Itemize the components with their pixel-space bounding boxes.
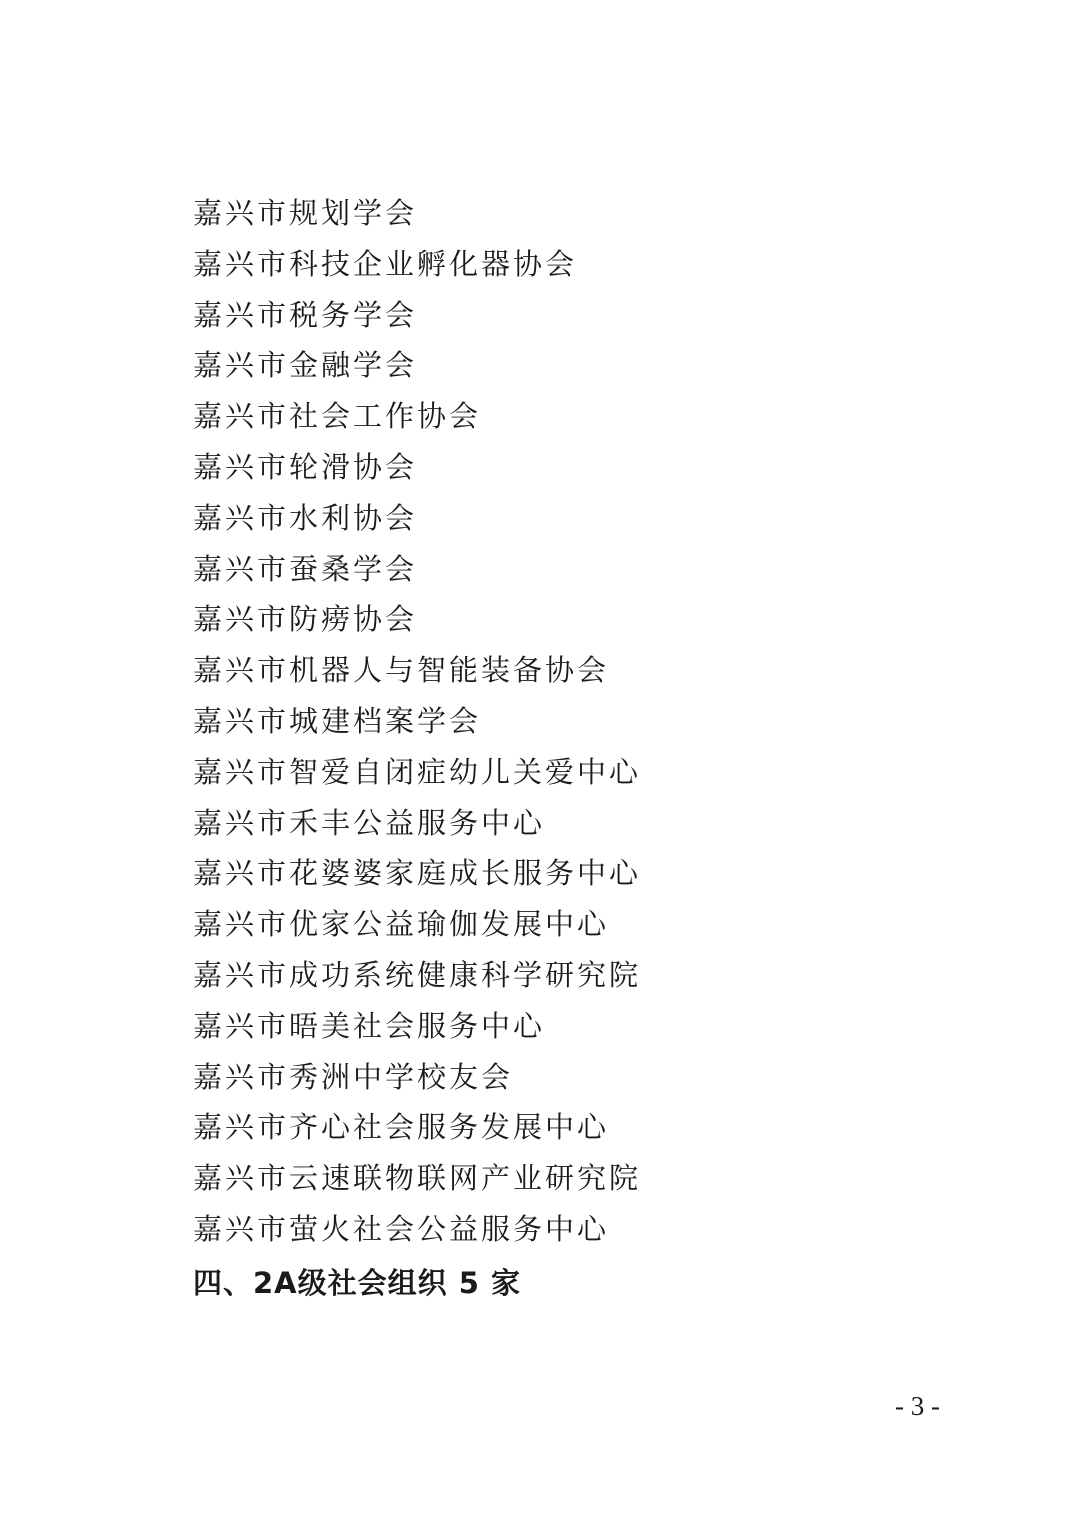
list-item: 嘉兴市花婆婆家庭成长服务中心	[193, 856, 642, 891]
list-item: 嘉兴市智爱自闭症幼儿关爱中心	[193, 754, 642, 789]
list-item: 嘉兴市成功系统健康科学研究院	[193, 957, 642, 992]
list-item: 嘉兴市社会工作协会	[193, 399, 482, 434]
list-item: 嘉兴市蚕桑学会	[193, 551, 418, 586]
list-item: 嘉兴市禾丰公益服务中心	[193, 805, 546, 840]
list-item: 嘉兴市金融学会	[193, 348, 418, 383]
list-item: 嘉兴市防痨协会	[193, 602, 418, 637]
page-number: - 3 -	[895, 1391, 940, 1421]
list-item: 嘉兴市科技企业孵化器协会	[193, 246, 578, 281]
list-item: 嘉兴市秀洲中学校友会	[193, 1059, 514, 1094]
list-item: 嘉兴市晤美社会服务中心	[193, 1008, 546, 1043]
organization-list	[193, 188, 1013, 1255]
list-item: 嘉兴市萤火社会公益服务中心	[193, 1211, 610, 1246]
list-item: 嘉兴市优家公益瑜伽发展中心	[193, 907, 610, 942]
list-item: 嘉兴市轮滑协会	[193, 449, 418, 484]
list-item: 嘉兴市税务学会	[193, 297, 418, 332]
section-heading: 四、2A级社会组织 5 家	[193, 1266, 521, 1300]
list-item: 嘉兴市机器人与智能装备协会	[193, 653, 610, 688]
list-item: 嘉兴市水利协会	[193, 500, 418, 535]
list-item: 嘉兴市规划学会	[193, 196, 418, 230]
list-item: 嘉兴市云速联物联网产业研究院	[193, 1161, 642, 1196]
list-item: 嘉兴市齐心社会服务发展中心	[193, 1110, 610, 1145]
list-item: 嘉兴市城建档案学会	[193, 703, 482, 738]
